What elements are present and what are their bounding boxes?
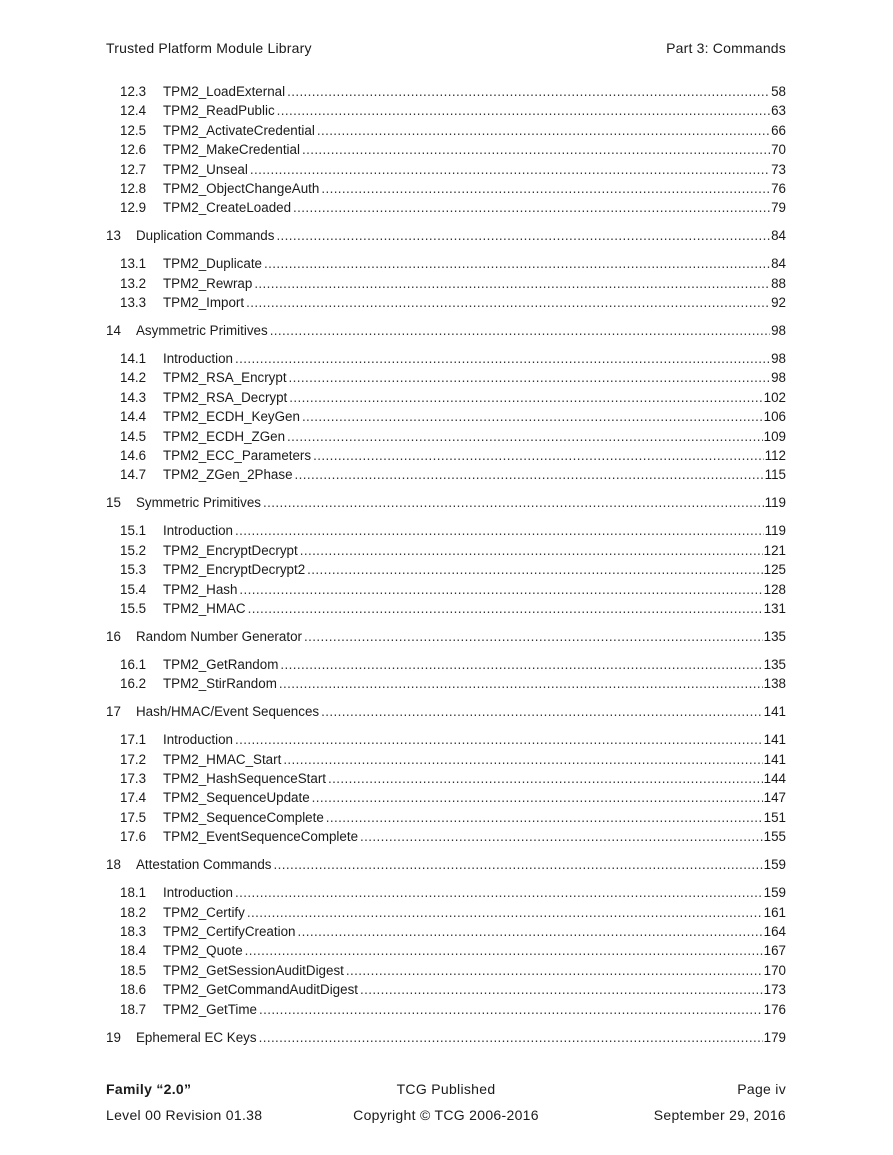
footer-line-1: [106, 1081, 786, 1097]
toc-entry-page: 151: [763, 809, 786, 825]
toc-entry-page: 92: [771, 295, 786, 311]
toc-entry-number: 14.7: [120, 467, 147, 483]
toc-entry-title: TPM2_ECDH_KeyGen: [163, 409, 300, 425]
toc-entry-page: 141: [763, 732, 786, 748]
toc-entry-number: 14.2: [120, 370, 147, 386]
toc-entry-title: TPM2_HashSequenceStart: [163, 771, 327, 787]
toc-entry-page: 88: [771, 275, 786, 291]
toc-entry-page: 119: [764, 523, 786, 539]
toc-entry-page: 176: [763, 1001, 786, 1017]
toc-section-entry[interactable]: [106, 407, 786, 426]
toc-dot-leader: [297, 922, 762, 941]
toc-dot-leader: [250, 160, 770, 179]
page-header: [106, 40, 786, 58]
header-document-title: Trusted Platform Module Library: [106, 40, 312, 56]
toc-entry-title: Introduction: [163, 885, 233, 901]
toc-entry-title: Introduction: [163, 732, 233, 748]
toc-entry-title: Ephemeral EC Keys: [136, 1029, 257, 1045]
footer-copyright: Copyright © TCG 2006-2016: [353, 1107, 539, 1123]
toc-dot-leader: [235, 730, 763, 749]
toc-entry-number: 17.3: [120, 771, 147, 787]
toc-entry-number: 18.1: [120, 885, 147, 901]
toc-entry-title: TPM2_HMAC_Start: [163, 751, 282, 767]
toc-entry-number: 17.2: [120, 751, 147, 767]
toc-entry-number: 14.5: [120, 428, 147, 444]
toc-dot-leader: [270, 321, 770, 340]
toc-entry-page: 164: [763, 923, 786, 939]
toc-entry-page: 98: [771, 323, 786, 339]
toc-entry-title: TPM2_SequenceUpdate: [163, 790, 310, 806]
toc-entry-number: 15.5: [120, 600, 147, 616]
toc-dot-leader: [264, 254, 770, 273]
toc-entry-page: 138: [763, 676, 786, 692]
toc-section-entry[interactable]: [106, 446, 786, 465]
toc-section-entry[interactable]: [106, 541, 786, 560]
toc-entry-page: 131: [763, 600, 786, 616]
toc-section-entry[interactable]: [106, 808, 786, 827]
toc-section-entry[interactable]: [106, 980, 786, 999]
toc-dot-leader: [328, 769, 763, 788]
toc-section-entry[interactable]: [106, 160, 786, 179]
toc-entry-page: 84: [771, 256, 786, 272]
toc-entry-number: 17.1: [120, 732, 147, 748]
toc-entry-number: 14.4: [120, 409, 147, 425]
toc-dot-leader: [254, 274, 770, 293]
toc-dot-leader: [235, 349, 770, 368]
toc-entry-number: 16.1: [120, 656, 147, 672]
toc-dot-leader: [279, 674, 763, 693]
toc-chapter-entry[interactable]: [106, 702, 786, 721]
toc-dot-leader: [312, 788, 763, 807]
toc-section-entry[interactable]: [106, 769, 786, 788]
footer-line-2: [106, 1107, 786, 1123]
toc-dot-leader: [302, 140, 770, 159]
toc-section-entry[interactable]: [106, 101, 786, 120]
toc-entry-number: 15: [106, 495, 121, 511]
toc-entry-page: 84: [771, 228, 786, 244]
toc-entry-title: TPM2_Duplicate: [163, 256, 262, 272]
toc-entry-page: 155: [763, 829, 786, 845]
toc-entry-number: 12.6: [120, 142, 147, 158]
toc-entry-number: 18.7: [120, 1001, 147, 1017]
toc-entry-page: 58: [771, 84, 786, 99]
toc-entry-title: TPM2_CreateLoaded: [163, 200, 292, 216]
toc-dot-leader: [295, 465, 764, 484]
toc-chapter-entry[interactable]: [106, 226, 786, 245]
toc-section-entry[interactable]: [106, 368, 786, 387]
toc-entry-page: 66: [771, 122, 786, 138]
toc-section-entry[interactable]: [106, 961, 786, 980]
toc-section-entry[interactable]: [106, 465, 786, 484]
toc-entry-title: TPM2_GetSessionAuditDigest: [163, 962, 344, 978]
toc-section-entry[interactable]: [106, 580, 786, 599]
toc-dot-leader: [346, 961, 763, 980]
toc-section-entry[interactable]: [106, 427, 786, 446]
toc-dot-leader: [248, 599, 763, 618]
toc-entry-title: Asymmetric Primitives: [136, 323, 268, 339]
toc-dot-leader: [273, 855, 762, 874]
toc-dot-leader: [259, 1000, 763, 1019]
toc-section-entry[interactable]: [106, 121, 786, 140]
toc-entry-page: 159: [763, 885, 786, 901]
toc-entry-title: Attestation Commands: [136, 857, 272, 873]
toc-chapter-entry[interactable]: [106, 627, 786, 646]
toc-entry-title: TPM2_GetRandom: [163, 656, 279, 672]
toc-dot-leader: [300, 541, 763, 560]
toc-chapter-entry[interactable]: [106, 855, 786, 874]
toc-entry-title: Introduction: [163, 523, 233, 539]
toc-entry-page: 128: [763, 581, 786, 597]
toc-entry-title: TPM2_EncryptDecrypt: [163, 542, 298, 558]
toc-section-entry[interactable]: [106, 198, 786, 217]
toc-entry-number: 12.3: [120, 84, 147, 99]
footer-date: September 29, 2016: [653, 1107, 787, 1123]
toc-section-entry[interactable]: [106, 599, 786, 618]
toc-entry-title: TPM2_GetTime: [163, 1001, 258, 1017]
toc-entry-page: 98: [771, 370, 786, 386]
toc-entry-page: 106: [763, 409, 786, 425]
toc-section-entry[interactable]: [106, 827, 786, 846]
toc-entry-title: TPM2_ECC_Parameters: [163, 448, 312, 464]
toc-entry-number: 13.2: [120, 275, 147, 291]
toc-entry-page: 144: [763, 771, 786, 787]
toc-section-entry[interactable]: [106, 922, 786, 941]
toc-dot-leader: [326, 808, 763, 827]
toc-chapter-entry[interactable]: [106, 1028, 786, 1047]
toc-entry-page: 125: [763, 562, 786, 578]
toc-section-entry[interactable]: [106, 388, 786, 407]
toc-entry-title: TPM2_StirRandom: [163, 676, 277, 692]
toc-entry-page: 141: [763, 704, 786, 720]
toc-section-entry[interactable]: [106, 730, 786, 749]
toc-section-entry[interactable]: [106, 293, 786, 312]
toc-section-entry[interactable]: [106, 179, 786, 198]
toc-entry-title: Random Number Generator: [136, 628, 302, 644]
toc-section-entry[interactable]: [106, 349, 786, 368]
toc-dot-leader: [293, 198, 770, 217]
toc-entry-number: 18.4: [120, 943, 147, 959]
toc-entry-page: 167: [763, 943, 786, 959]
toc-entry-title: TPM2_Unseal: [163, 161, 248, 177]
toc-entry-number: 18.2: [120, 904, 147, 920]
toc-entry-title: TPM2_Certify: [163, 904, 245, 920]
toc-entry-title: TPM2_LoadExternal: [163, 84, 286, 99]
toc-entry-number: 18.3: [120, 923, 147, 939]
toc-entry-title: TPM2_RSA_Decrypt: [163, 389, 288, 405]
toc-section-entry[interactable]: [106, 903, 786, 922]
toc-entry-number: 17: [106, 704, 121, 720]
toc-entry-page: 76: [771, 180, 786, 196]
toc-dot-leader: [360, 980, 763, 999]
toc-entry-number: 14.6: [120, 448, 147, 464]
toc-dot-leader: [307, 560, 763, 579]
toc-entry-number: 12.8: [120, 180, 147, 196]
toc-entry-number: 12.4: [120, 103, 147, 119]
toc-dot-leader: [247, 903, 763, 922]
toc-dot-leader: [289, 368, 771, 387]
toc-section-entry[interactable]: [106, 674, 786, 693]
toc-entry-page: 161: [763, 904, 786, 920]
toc-dot-leader: [277, 101, 770, 120]
footer-published: TCG Published: [396, 1081, 496, 1097]
toc-dot-leader: [259, 1028, 763, 1047]
toc-dot-leader: [235, 521, 764, 540]
toc-entry-number: 15.4: [120, 581, 147, 597]
toc-entry-page: 115: [764, 467, 786, 483]
toc-entry-title: TPM2_ZGen_2Phase: [163, 467, 293, 483]
toc-entry-number: 12.5: [120, 122, 147, 138]
toc-entry-title: TPM2_Rewrap: [163, 275, 253, 291]
toc-section-entry[interactable]: [106, 750, 786, 769]
toc-entry-page: 73: [771, 161, 786, 177]
toc-entry-title: Hash/HMAC/Event Sequences: [136, 704, 320, 720]
toc-entry-title: Symmetric Primitives: [136, 495, 261, 511]
toc-dot-leader: [287, 82, 770, 101]
toc-entry-page: 119: [764, 495, 786, 511]
toc-entry-page: 135: [763, 656, 786, 672]
toc-section-entry[interactable]: [106, 140, 786, 159]
toc-entry-page: 141: [763, 751, 786, 767]
toc-dot-leader: [302, 407, 763, 426]
toc-entry-number: 18.6: [120, 982, 147, 998]
toc-entry-title: Duplication Commands: [136, 228, 275, 244]
toc-entry-page: 109: [763, 428, 786, 444]
toc-dot-leader: [313, 446, 764, 465]
toc-entry-title: TPM2_ReadPublic: [163, 103, 275, 119]
toc-entry-title: TPM2_RSA_Encrypt: [163, 370, 287, 386]
toc-section-entry[interactable]: [106, 655, 786, 674]
toc-dot-leader: [283, 750, 762, 769]
toc-dot-leader: [280, 655, 762, 674]
toc-entry-number: 14: [106, 323, 121, 339]
toc-dot-leader: [235, 883, 763, 902]
toc-entry-title: Introduction: [163, 351, 233, 367]
toc-dot-leader: [245, 941, 763, 960]
toc-entry-title: TPM2_CertifyCreation: [163, 923, 296, 939]
toc-section-entry[interactable]: [106, 274, 786, 293]
toc-entry-number: 18.5: [120, 962, 147, 978]
toc-entry-number: 17.4: [120, 790, 147, 806]
footer-family: Family “2.0”: [106, 1081, 192, 1097]
footer-revision: Level 00 Revision 01.38: [106, 1107, 263, 1123]
header-part-title: Part 3: Commands: [666, 40, 786, 56]
toc-dot-leader: [321, 179, 770, 198]
toc-section-entry[interactable]: [106, 788, 786, 807]
toc-entry-title: TPM2_EventSequenceComplete: [163, 829, 359, 845]
toc-dot-leader: [360, 827, 763, 846]
toc-entry-title: TPM2_ObjectChangeAuth: [163, 180, 320, 196]
toc-entry-number: 13: [106, 228, 121, 244]
toc-entry-title: TPM2_ActivateCredential: [163, 122, 315, 138]
toc-entry-title: TPM2_SequenceComplete: [163, 809, 324, 825]
toc-entry-page: 173: [763, 982, 786, 998]
toc-entry-page: 159: [763, 857, 786, 873]
toc-entry-number: 14.1: [120, 351, 147, 367]
toc-entry-number: 14.3: [120, 389, 147, 405]
toc-entry-number: 19: [106, 1029, 121, 1045]
toc-entry-number: 18: [106, 857, 121, 873]
toc-entry-title: TPM2_Hash: [163, 581, 238, 597]
toc-dot-leader: [239, 580, 762, 599]
toc-entry-title: TPM2_ECDH_ZGen: [163, 428, 286, 444]
toc-section-entry[interactable]: [106, 941, 786, 960]
toc-section-entry[interactable]: [106, 883, 786, 902]
toc-dot-leader: [287, 427, 763, 446]
toc-section-entry[interactable]: [106, 1000, 786, 1019]
toc-entry-page: 135: [763, 628, 786, 644]
toc-dot-leader: [263, 493, 764, 512]
toc-dot-leader: [321, 702, 763, 721]
toc-entry-page: 112: [764, 448, 786, 464]
toc-dot-leader: [317, 121, 770, 140]
toc-entry-page: 102: [763, 389, 786, 405]
toc-entry-title: TPM2_MakeCredential: [163, 142, 300, 158]
toc-entry-title: TPM2_Import: [163, 295, 245, 311]
toc-dot-leader: [276, 226, 770, 245]
toc-entry-page: 70: [771, 142, 786, 158]
footer-page-number: Page iv: [737, 1081, 787, 1097]
toc-entry-number: 17.6: [120, 829, 147, 845]
toc-entry-number: 16.2: [120, 676, 147, 692]
toc-entry-page: 121: [763, 542, 786, 558]
toc-section-entry[interactable]: [106, 82, 786, 101]
toc-dot-leader: [304, 627, 763, 646]
toc-entry-number: 12.7: [120, 161, 147, 177]
toc-dot-leader: [289, 388, 762, 407]
toc-section-entry[interactable]: [106, 254, 786, 273]
toc-entry-page: 179: [763, 1029, 786, 1045]
toc-entry-number: 12.9: [120, 200, 147, 216]
toc-entry-number: 17.5: [120, 809, 147, 825]
toc-entry-page: 147: [763, 790, 786, 806]
toc-entry-title: TPM2_GetCommandAuditDigest: [163, 982, 358, 998]
toc-entry-page: 79: [771, 200, 786, 216]
toc-entry-number: 13.3: [120, 295, 147, 311]
toc-chapter-entry[interactable]: [106, 493, 786, 512]
toc-entry-page: 98: [771, 351, 786, 367]
toc-section-entry[interactable]: [106, 521, 786, 540]
toc-entry-title: TPM2_HMAC: [163, 600, 246, 616]
toc-chapter-entry[interactable]: [106, 321, 786, 340]
toc-section-entry[interactable]: [106, 560, 786, 579]
toc-entry-number: 16: [106, 628, 121, 644]
toc-entry-number: 15.3: [120, 562, 147, 578]
toc-entry-title: TPM2_Quote: [163, 943, 243, 959]
toc-entry-number: 15.2: [120, 542, 147, 558]
table-of-contents: [106, 82, 786, 1056]
toc-entry-page: 170: [763, 962, 786, 978]
toc-entry-title: TPM2_EncryptDecrypt2: [163, 562, 306, 578]
toc-entry-number: 15.1: [120, 523, 147, 539]
toc-dot-leader: [246, 293, 770, 312]
toc-entry-page: 63: [771, 103, 786, 119]
toc-entry-number: 13.1: [120, 256, 147, 272]
